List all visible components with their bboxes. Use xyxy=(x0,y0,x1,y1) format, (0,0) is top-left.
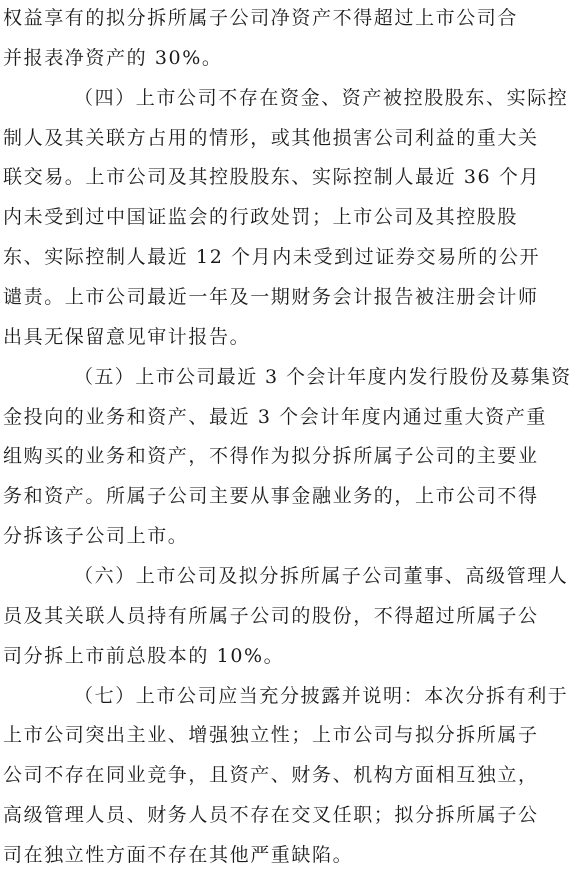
paragraph-5-line-2: 金投向的业务和资产、最近 3 个会计年度内通过重大资产重 xyxy=(3,406,547,428)
paragraph-7-line-1: （七）上市公司应当充分披露并说明：本次分拆有利于 xyxy=(74,685,569,707)
paragraph-5-line-4: 务和资产。所属子公司主要从事金融业务的，上市公司不得 xyxy=(3,485,539,507)
paragraph-7-line-3: 公司不存在同业竞争，且资产、财务、机构方面相互独立， xyxy=(3,764,539,786)
paragraph-4-line-5: 东、实际控制人最近 12 个月内未受到过证券交易所的公开 xyxy=(3,246,541,268)
paragraph-4-line-6: 谴责。上市公司最近一年及一期财务会计报告被注册会计师 xyxy=(3,286,539,308)
paragraph-6-line-3: 司分拆上市前总股本的 10%。 xyxy=(3,645,285,667)
paragraph-5-line-5: 分拆该子公司上市。 xyxy=(3,525,189,547)
paragraph-4-line-1: （四）上市公司不存在资金、资产被控股股东、实际控 xyxy=(74,87,569,109)
paragraph-4-line-3: 联交易。上市公司及其控股股东、实际控制人最近 36 个月 xyxy=(3,166,541,188)
paragraph-4-line-2: 制人及其关联方占用的情形，或其他损害公司利益的重大关 xyxy=(3,127,539,149)
paragraph-7-line-4: 高级管理人员、财务人员不存在交叉任职；拟分拆所属子公 xyxy=(3,804,539,826)
paragraph-3-line-1: 权益享有的拟分拆所属子公司净资产不得超过上市公司合 xyxy=(3,7,519,29)
paragraph-4-line-4: 内未受到过中国证监会的行政处罚；上市公司及其控股股 xyxy=(3,206,519,228)
paragraph-5-line-3: 组购买的业务和资产，不得作为拟分拆所属子公司的主要业 xyxy=(3,445,539,467)
paragraph-6-line-2: 员及其关联人员持有所属子公司的股份，不得超过所属子公 xyxy=(3,605,539,627)
paragraph-4-line-7: 出具无保留意见审计报告。 xyxy=(3,326,251,348)
paragraph-3-line-2: 并报表净资产的 30%。 xyxy=(3,47,223,69)
paragraph-6-line-1: （六）上市公司及拟分拆所属子公司董事、高级管理人 xyxy=(74,565,569,587)
paragraph-7-line-5: 司在独立性方面不存在其他严重缺陷。 xyxy=(3,844,354,866)
paragraph-7-line-2: 上市公司突出主业、增强独立性；上市公司与拟分拆所属子 xyxy=(3,724,539,746)
paragraph-5-line-1: （五）上市公司最近 3 个会计年度内发行股份及募集资 xyxy=(74,366,572,388)
